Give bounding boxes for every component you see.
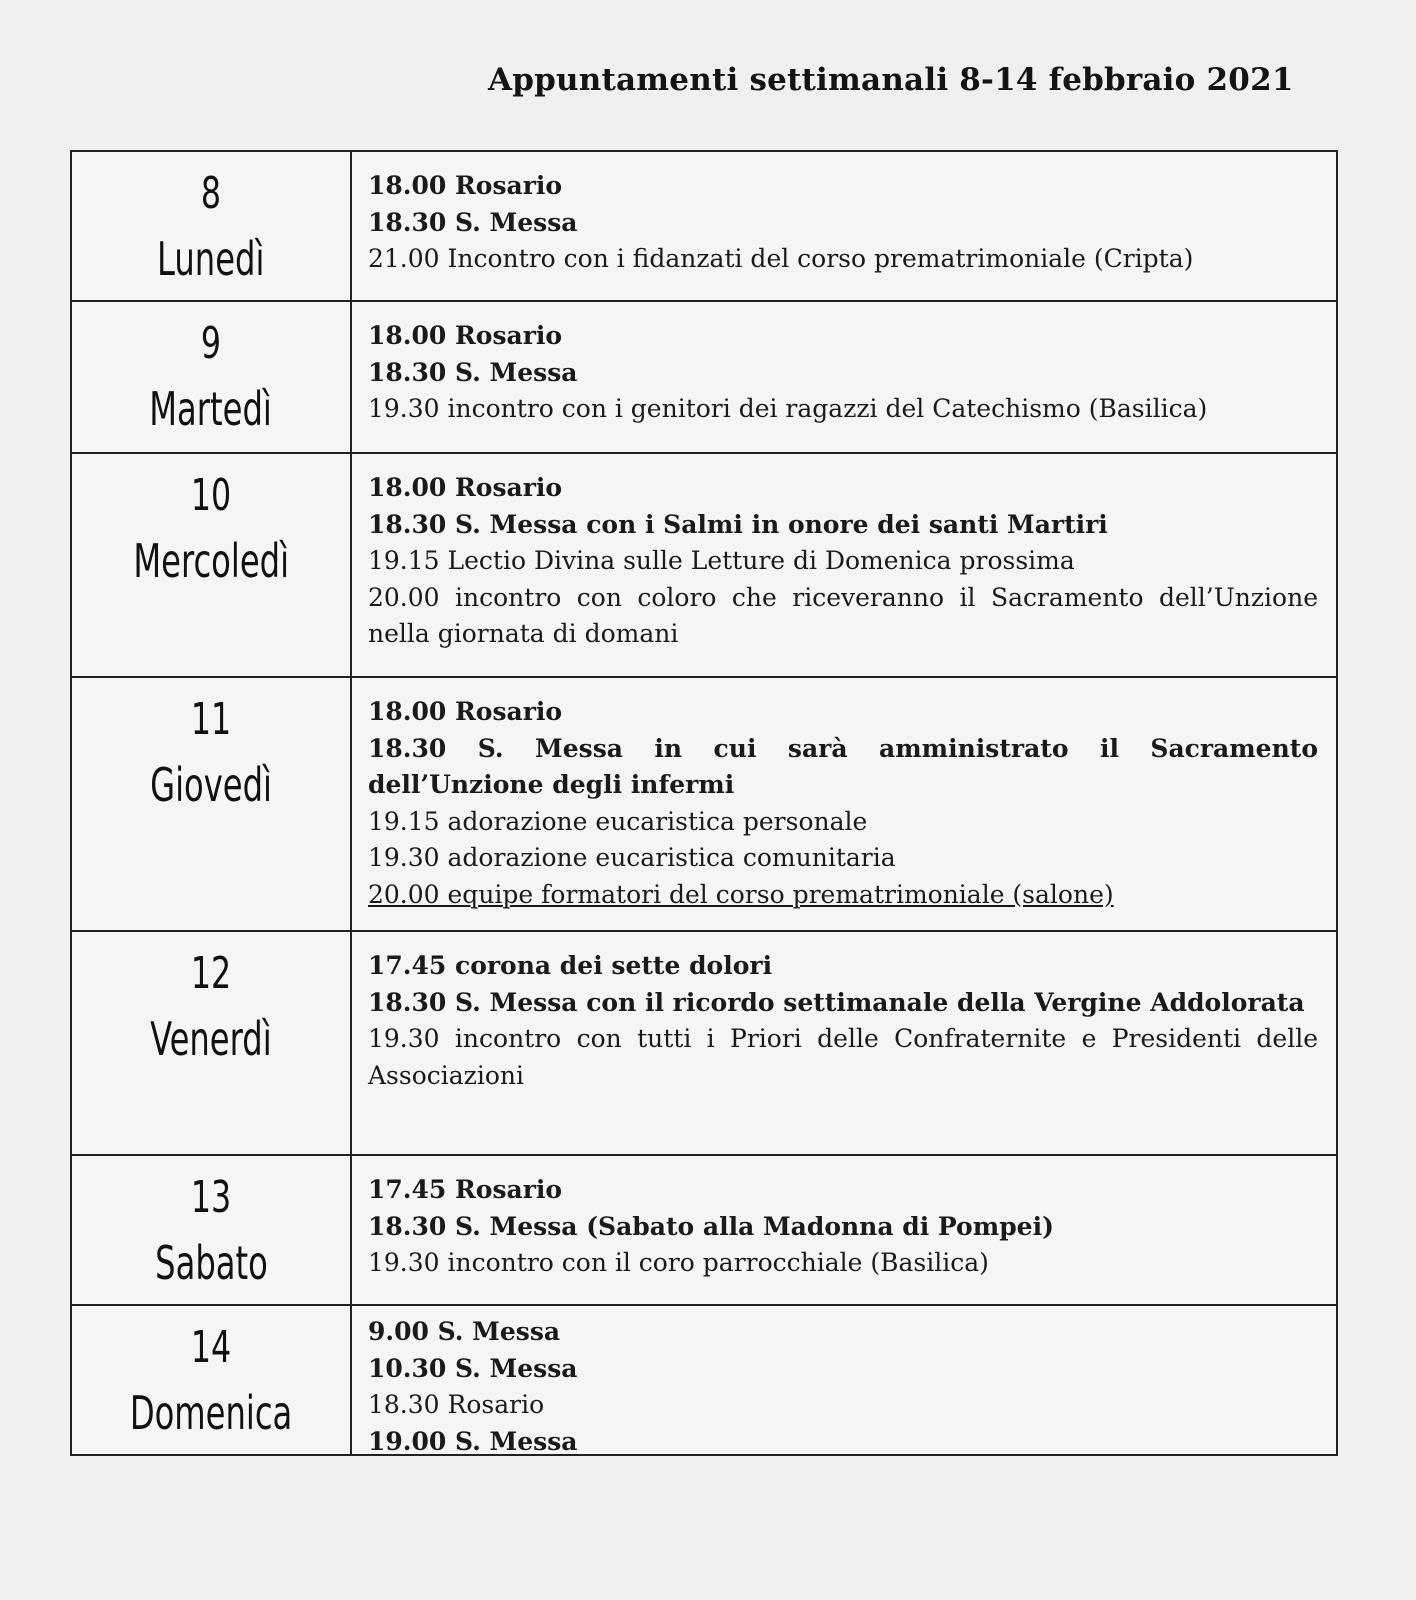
event-item: 17.45 Rosario [368, 1175, 563, 1204]
day-number: 14 [190, 1322, 232, 1373]
day-name: Lunedì [157, 232, 265, 286]
event-item: 18.30 S. Messa (Sabato alla Madonna di Pompei) [368, 1211, 1054, 1241]
event-item: 19.15 Lectio Divina sulle Letture di Domenica prossima [368, 546, 1075, 575]
day-name: Domenica [129, 1386, 293, 1440]
events-cell [352, 1156, 1336, 1304]
event-item: 19.15 adorazione eucaristica personale [368, 806, 868, 836]
day-name: Mercoledì [133, 534, 289, 588]
events-cell [352, 454, 1336, 676]
event-item: 19.30 adorazione eucaristica comunitaria [368, 843, 896, 872]
schedule-row-12 [72, 930, 1336, 1154]
schedule-row-14 [72, 1304, 1336, 1454]
day-cell [72, 932, 352, 1154]
event-item: 19.30 incontro con tutti i Priori delle Confraternite e Presidenti delle Associazioni [368, 1024, 1318, 1090]
event-item: 18.00 Rosario [368, 473, 563, 502]
day-cell [72, 302, 352, 452]
day-number: 8 [200, 168, 222, 219]
day-cell [72, 152, 352, 300]
event-item: 18.30 S. Messa con i Salmi in onore dei santi Martiri [368, 509, 1108, 539]
event-item: 18.30 S. Messa con il ricordo settimanale della Vergine Addolorata [368, 987, 1305, 1017]
schedule-row-11 [72, 676, 1336, 930]
day-cell [72, 1306, 352, 1454]
day-number: 11 [190, 694, 232, 745]
day-cell [72, 678, 352, 930]
event-item: 21.00 Incontro con i fidanzati del corso prematrimoniale (Cripta) [368, 244, 1194, 273]
event-item: 18.00 Rosario [368, 321, 563, 350]
event-item: 18.00 Rosario [368, 171, 563, 200]
event-item: 18.30 S. Messa [368, 207, 578, 237]
event-item: 20.00 equipe formatori del corso prematrimoniale (salone) [368, 879, 1114, 909]
event-item: 20.00 incontro con coloro che riceveranno il Sacramento dell’Unzione nella giornata di domani [368, 582, 1318, 648]
day-name: Giovedì [150, 758, 272, 812]
event-item: 18.30 Rosario [368, 1390, 545, 1419]
events-cell [352, 932, 1336, 1154]
event-item: 19.30 incontro con il coro parrocchiale (Basilica) [368, 1248, 989, 1277]
event-item: 19.30 incontro con i genitori dei ragazzi del Catechismo (Basilica) [368, 394, 1208, 423]
event-item: 18.00 Rosario [368, 697, 563, 726]
schedule-row-8 [72, 152, 1336, 300]
event-item: 19.00 S. Messa [368, 1426, 578, 1456]
event-item: 18.30 S. Messa [368, 357, 578, 387]
day-name: Sabato [154, 1236, 268, 1290]
event-item: 9.00 S. Messa [368, 1317, 561, 1346]
day-name: Venerdì [150, 1012, 272, 1066]
day-cell [72, 1156, 352, 1304]
day-cell [72, 454, 352, 676]
schedule-table [70, 150, 1338, 1456]
schedule-row-9 [72, 300, 1336, 452]
event-item: 17.45 corona dei sette dolori [368, 951, 773, 980]
day-number: 9 [200, 318, 222, 369]
events-cell [352, 1306, 1336, 1454]
day-number: 13 [190, 1172, 232, 1223]
schedule-row-13 [72, 1154, 1336, 1304]
events-cell [352, 302, 1336, 452]
event-item: 18.30 S. Messa in cui sarà amministrato il Sacramento dell’Unzione degli infermi [368, 733, 1318, 799]
events-cell [352, 152, 1336, 300]
event-item: 10.30 S. Messa [368, 1353, 578, 1383]
schedule-row-10 [72, 452, 1336, 676]
day-number: 10 [190, 470, 232, 521]
day-number: 12 [190, 948, 232, 999]
page-title: Appuntamenti settimanali 8-14 febbraio 2021 [488, 62, 1294, 98]
day-name: Martedì [149, 382, 273, 436]
events-cell [352, 678, 1336, 930]
